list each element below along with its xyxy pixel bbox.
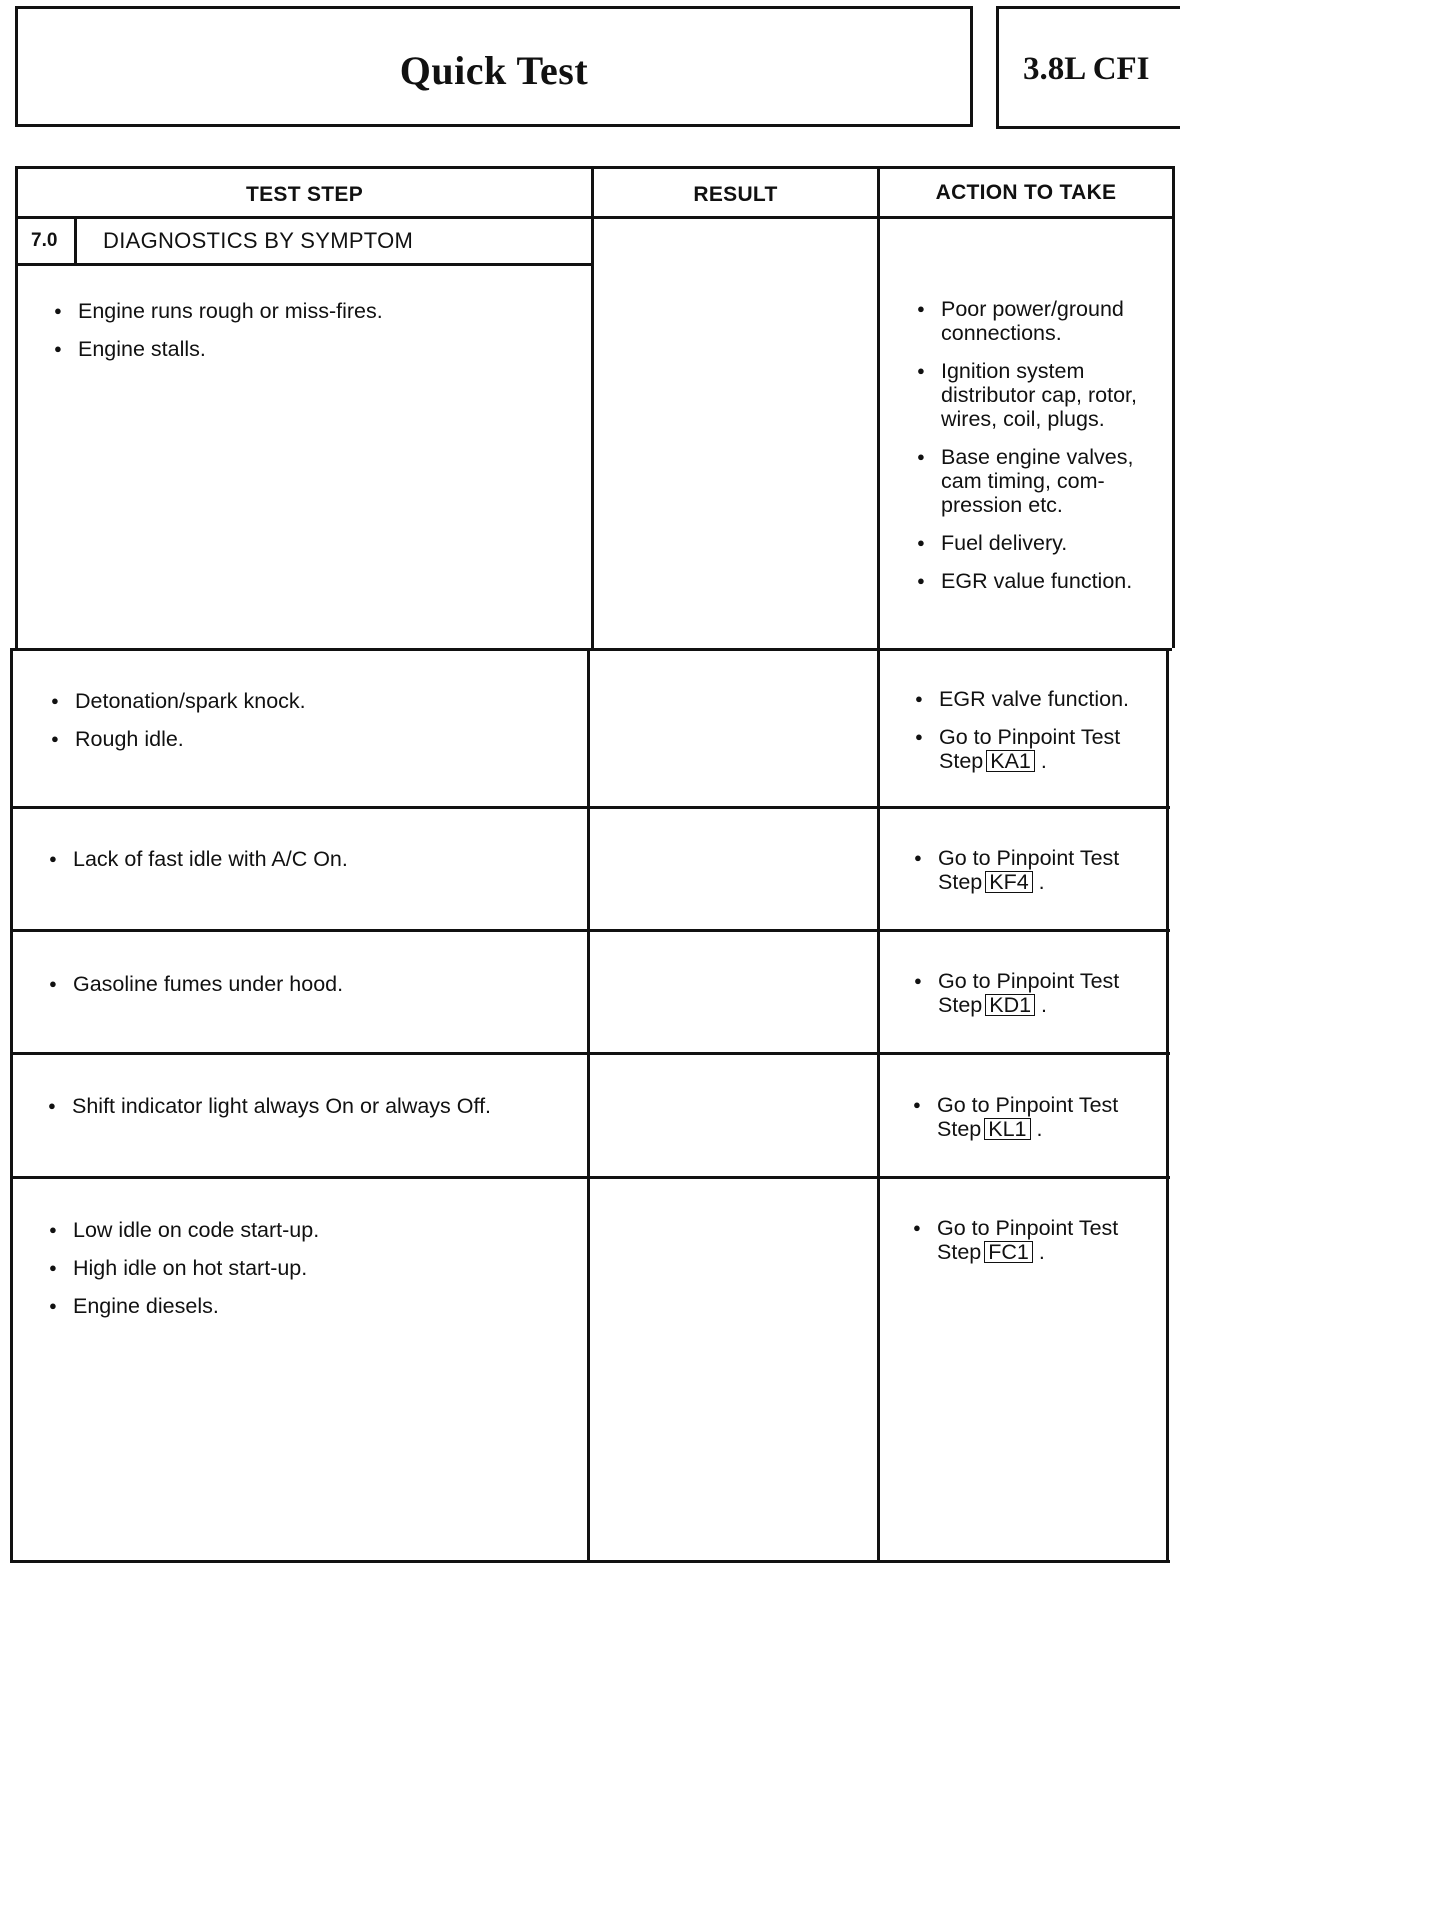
action-item: ● Base engine valves, cam timing, compression etc. — [917, 445, 1157, 517]
pinpoint-step-code: FC1 — [984, 1241, 1033, 1263]
symptom-item: ● High idle on hot start-up. — [49, 1256, 569, 1280]
symptom-item: ● Detonation/spark knock. — [51, 689, 571, 713]
page-title: Quick Test — [399, 48, 589, 93]
row-divider — [10, 1176, 1170, 1179]
table-right-border — [1172, 166, 1175, 648]
pinpoint-test-text: Go to Pinpoint Test Step — [937, 1093, 1119, 1141]
symptom-item: ● Rough idle. — [51, 727, 571, 751]
pinpoint-step-code: KF4 — [985, 871, 1032, 893]
row-divider — [10, 929, 1170, 932]
column-divider-result — [591, 166, 594, 648]
action-list — [913, 1093, 1158, 1155]
column-header-test-step: TEST STEP — [245, 183, 364, 206]
pinpoint-step-code: KD1 — [985, 994, 1035, 1016]
action-list — [913, 1216, 1158, 1278]
symptom-list — [48, 1094, 518, 1132]
row-divider — [12, 648, 1172, 651]
row-divider — [10, 806, 1170, 809]
action-item: ● Poor power/ground connections. — [917, 297, 1157, 345]
action-item: ● Ignition system distributor cap, rotor, wires, coil, plugs. — [917, 359, 1157, 431]
action-item: ● EGR valve function. — [915, 687, 1160, 711]
pinpoint-step-period: . — [1038, 870, 1045, 894]
symptom-item: ● Shift indicator light always On or always Off. — [48, 1094, 518, 1118]
step-title-border — [15, 263, 593, 266]
symptom-item: ● Engine diesels. — [49, 1294, 569, 1318]
action-item: ● EGR value function. — [917, 569, 1157, 593]
pinpoint-step-code: KL1 — [984, 1118, 1030, 1140]
pinpoint-step-period: . — [1038, 1240, 1045, 1264]
symptom-list — [51, 689, 571, 765]
pinpoint-test-action — [915, 725, 1160, 773]
action-list — [917, 297, 1157, 607]
symptom-item: ● Lack of fast idle with A/C On. — [49, 847, 569, 871]
symptom-list — [54, 299, 574, 375]
table-left-border — [15, 166, 18, 648]
table-bottom-border — [10, 1560, 1170, 1563]
symptom-list — [49, 847, 569, 885]
pinpoint-test-action — [914, 969, 1159, 1017]
column-divider-action — [877, 166, 880, 1563]
symptom-item: ● Engine runs rough or miss-fires. — [54, 299, 574, 323]
pinpoint-step-code: KA1 — [986, 750, 1035, 772]
table-left-border — [10, 648, 13, 1563]
row-divider — [10, 1052, 1170, 1055]
step-title: DIAGNOSTICS BY SYMPTOM — [103, 228, 414, 253]
symptom-list — [49, 1218, 569, 1332]
symptom-item: ● Gasoline fumes under hood. — [49, 972, 569, 996]
pinpoint-test-text: Go to Pinpoint Test Step — [938, 846, 1120, 894]
pinpoint-step-period: . — [1041, 993, 1048, 1017]
symptom-list — [49, 972, 569, 1010]
table-top-border — [15, 166, 1175, 169]
symptom-item: ● Engine stalls. — [54, 337, 574, 361]
column-header-action: ACTION TO TAKE — [935, 181, 1117, 204]
pinpoint-step-period: . — [1036, 1117, 1043, 1141]
header-bottom-border — [15, 216, 1175, 219]
table-right-border — [1166, 648, 1169, 1563]
engine-label: 3.8L CFI — [1023, 51, 1150, 87]
action-item: ● Fuel delivery. — [917, 531, 1157, 555]
action-list — [914, 846, 1159, 908]
step-number-divider — [74, 216, 77, 265]
pinpoint-test-action — [914, 846, 1159, 894]
column-header-result: RESULT — [693, 183, 778, 206]
symptom-item: ● Low idle on code start-up. — [49, 1218, 569, 1242]
pinpoint-test-text: Go to Pinpoint Test Step — [938, 969, 1120, 1017]
action-list — [915, 687, 1160, 787]
pinpoint-test-action — [913, 1216, 1158, 1264]
pinpoint-test-text: Go to Pinpoint Test Step — [939, 725, 1121, 773]
pinpoint-step-period: . — [1040, 749, 1047, 773]
step-number: 7.0 — [31, 230, 58, 251]
action-list — [914, 969, 1159, 1031]
pinpoint-test-action — [913, 1093, 1158, 1141]
engine-box — [996, 6, 1180, 129]
title-box — [15, 6, 973, 127]
column-divider-result — [587, 648, 590, 1563]
pinpoint-test-text: Go to Pinpoint Test Step — [937, 1216, 1119, 1264]
